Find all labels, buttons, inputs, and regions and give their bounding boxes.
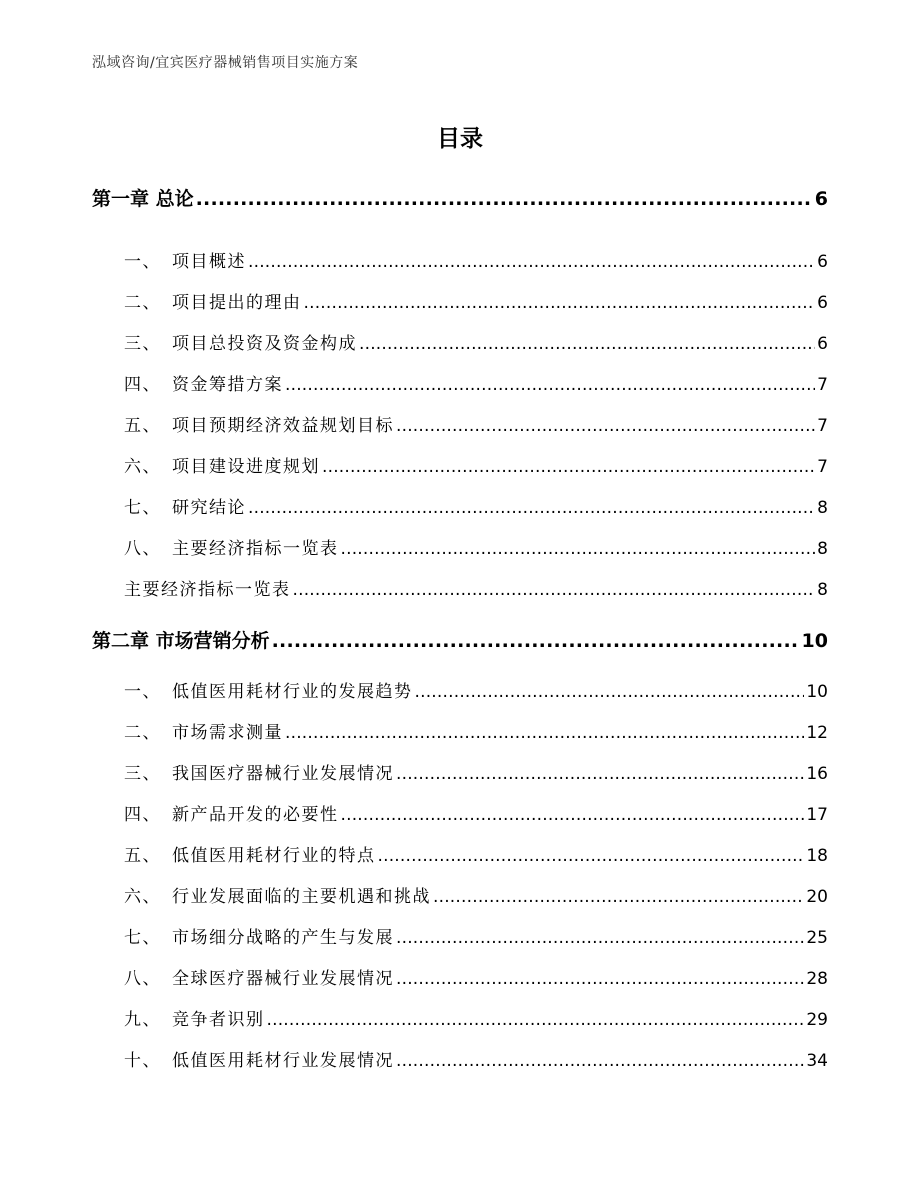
entry-label [124,411,394,436]
entry-number: 五、 [124,416,161,436]
entry-number: 七、 [124,928,161,948]
entry-label [124,575,291,600]
toc-chapter-1[interactable] [92,184,828,211]
entry-text: 项目总投资及资金构成 [172,334,357,354]
entry-number: 四、 [124,805,161,825]
toc-entry[interactable] [124,964,828,989]
entry-text: 项目建设进度规划 [172,457,320,477]
dot-leader [396,764,804,784]
entry-number: 七、 [124,498,161,518]
entry-label [124,964,394,989]
dot-leader [341,539,816,559]
chapter-label: 第二章 市场营销分析 [92,630,270,652]
entry-number: 四、 [124,375,161,395]
entry-label [124,718,283,743]
entry-number: 一、 [124,252,161,272]
entry-page-number: 7 [817,457,828,477]
entry-page-number: 8 [817,498,828,518]
entry-label [124,370,283,395]
entry-page-number: 8 [817,580,828,600]
dot-leader [396,1051,804,1071]
dot-leader [378,846,805,866]
dot-leader [304,293,816,313]
entry-text: 新产品开发的必要性 [172,805,339,825]
dot-leader [285,723,804,743]
dot-leader [196,188,813,210]
entry-number: 一、 [124,682,161,702]
entry-page-number: 10 [806,682,828,702]
dot-leader [396,928,804,948]
entry-page-number: 7 [817,375,828,395]
toc-entry[interactable] [124,575,828,600]
toc-entry[interactable] [124,800,828,825]
entry-text: 低值医用耗材行业发展情况 [172,1051,394,1071]
toc-entry[interactable] [124,329,828,354]
dot-leader [248,252,815,272]
chapter-label: 第一章 总论 [92,188,194,210]
toc-entry[interactable] [124,718,828,743]
entry-text: 主要经济指标一览表 [124,580,291,600]
entry-label [124,534,339,559]
toc-entry[interactable] [124,759,828,784]
toc-entry[interactable] [124,923,828,948]
page-title: 目录 [437,126,483,152]
entry-page-number: 6 [817,252,828,272]
entry-text: 市场细分战略的产生与发展 [172,928,394,948]
entry-page-number: 28 [806,969,828,989]
entry-text: 低值医用耗材行业的特点 [172,846,376,866]
toc-entry[interactable] [124,1046,828,1071]
entry-number: 二、 [124,293,161,313]
entry-page-number: 17 [806,805,828,825]
entry-page-number: 6 [817,334,828,354]
entry-label [124,247,246,272]
entry-page-number: 12 [806,723,828,743]
dot-leader [359,334,815,354]
entry-text: 研究结论 [172,498,246,518]
entry-text: 低值医用耗材行业的发展趋势 [172,682,413,702]
toc-entry[interactable] [124,1005,828,1030]
entry-text: 我国医疗器械行业发展情况 [172,764,394,784]
entry-label [124,677,413,702]
entry-label [124,452,320,477]
entry-number: 八、 [124,969,161,989]
entry-label [124,882,431,907]
entry-label [124,1046,394,1071]
entry-number: 六、 [124,887,161,907]
entry-text: 项目概述 [172,252,246,272]
entry-text: 项目预期经济效益规划目标 [172,416,394,436]
entry-page-number: 18 [806,846,828,866]
entry-label [124,841,376,866]
entry-page-number: 8 [817,539,828,559]
entry-number: 五、 [124,846,161,866]
entry-text: 项目提出的理由 [172,293,302,313]
entry-number: 三、 [124,764,161,784]
entry-page-number: 16 [806,764,828,784]
entry-label [124,759,394,784]
entry-number: 三、 [124,334,161,354]
toc-entry[interactable] [124,411,828,436]
dot-leader [396,969,804,989]
entry-page-number: 7 [817,416,828,436]
toc-entry[interactable] [124,452,828,477]
entry-label [124,493,246,518]
entry-number: 六、 [124,457,161,477]
entry-text: 竞争者识别 [172,1010,265,1030]
page-header: 泓域咨询/宜宾医疗器械销售项目实施方案 [92,55,359,71]
dot-leader [285,375,815,395]
dot-leader [341,805,805,825]
dot-leader [267,1010,805,1030]
entry-page-number: 25 [806,928,828,948]
entry-text: 全球医疗器械行业发展情况 [172,969,394,989]
toc-entry[interactable] [124,370,828,395]
entry-page-number: 34 [806,1051,828,1071]
entry-label [124,923,394,948]
entry-page-number: 6 [817,293,828,313]
toc-entry[interactable] [124,534,828,559]
entry-label [124,800,339,825]
entry-page-number: 29 [806,1010,828,1030]
toc-entry[interactable] [124,677,828,702]
entry-label [124,1005,265,1030]
entry-number: 八、 [124,539,161,559]
entry-text: 主要经济指标一览表 [172,539,339,559]
dot-leader [415,682,805,702]
toc-entry[interactable] [124,882,828,907]
entry-text: 行业发展面临的主要机遇和挑战 [172,887,431,907]
entry-text: 市场需求测量 [172,723,283,743]
toc-entry[interactable] [124,841,828,866]
dot-leader [272,630,800,652]
dot-leader [293,580,816,600]
entry-page-number: 20 [806,887,828,907]
toc-entry[interactable] [124,288,828,313]
entry-label [124,288,302,313]
chapter-page-number: 10 [801,630,828,652]
dot-leader [322,457,815,477]
entry-number: 二、 [124,723,161,743]
dot-leader [248,498,815,518]
chapter-page-number: 6 [814,188,828,210]
dot-leader [396,416,815,436]
entry-number: 九、 [124,1010,161,1030]
toc-chapter-2[interactable] [92,626,828,653]
toc-entry[interactable] [124,247,828,272]
entry-text: 资金筹措方案 [172,375,283,395]
dot-leader [433,887,804,907]
entry-label [124,329,357,354]
entry-number: 十、 [124,1051,161,1071]
toc-entry[interactable] [124,493,828,518]
